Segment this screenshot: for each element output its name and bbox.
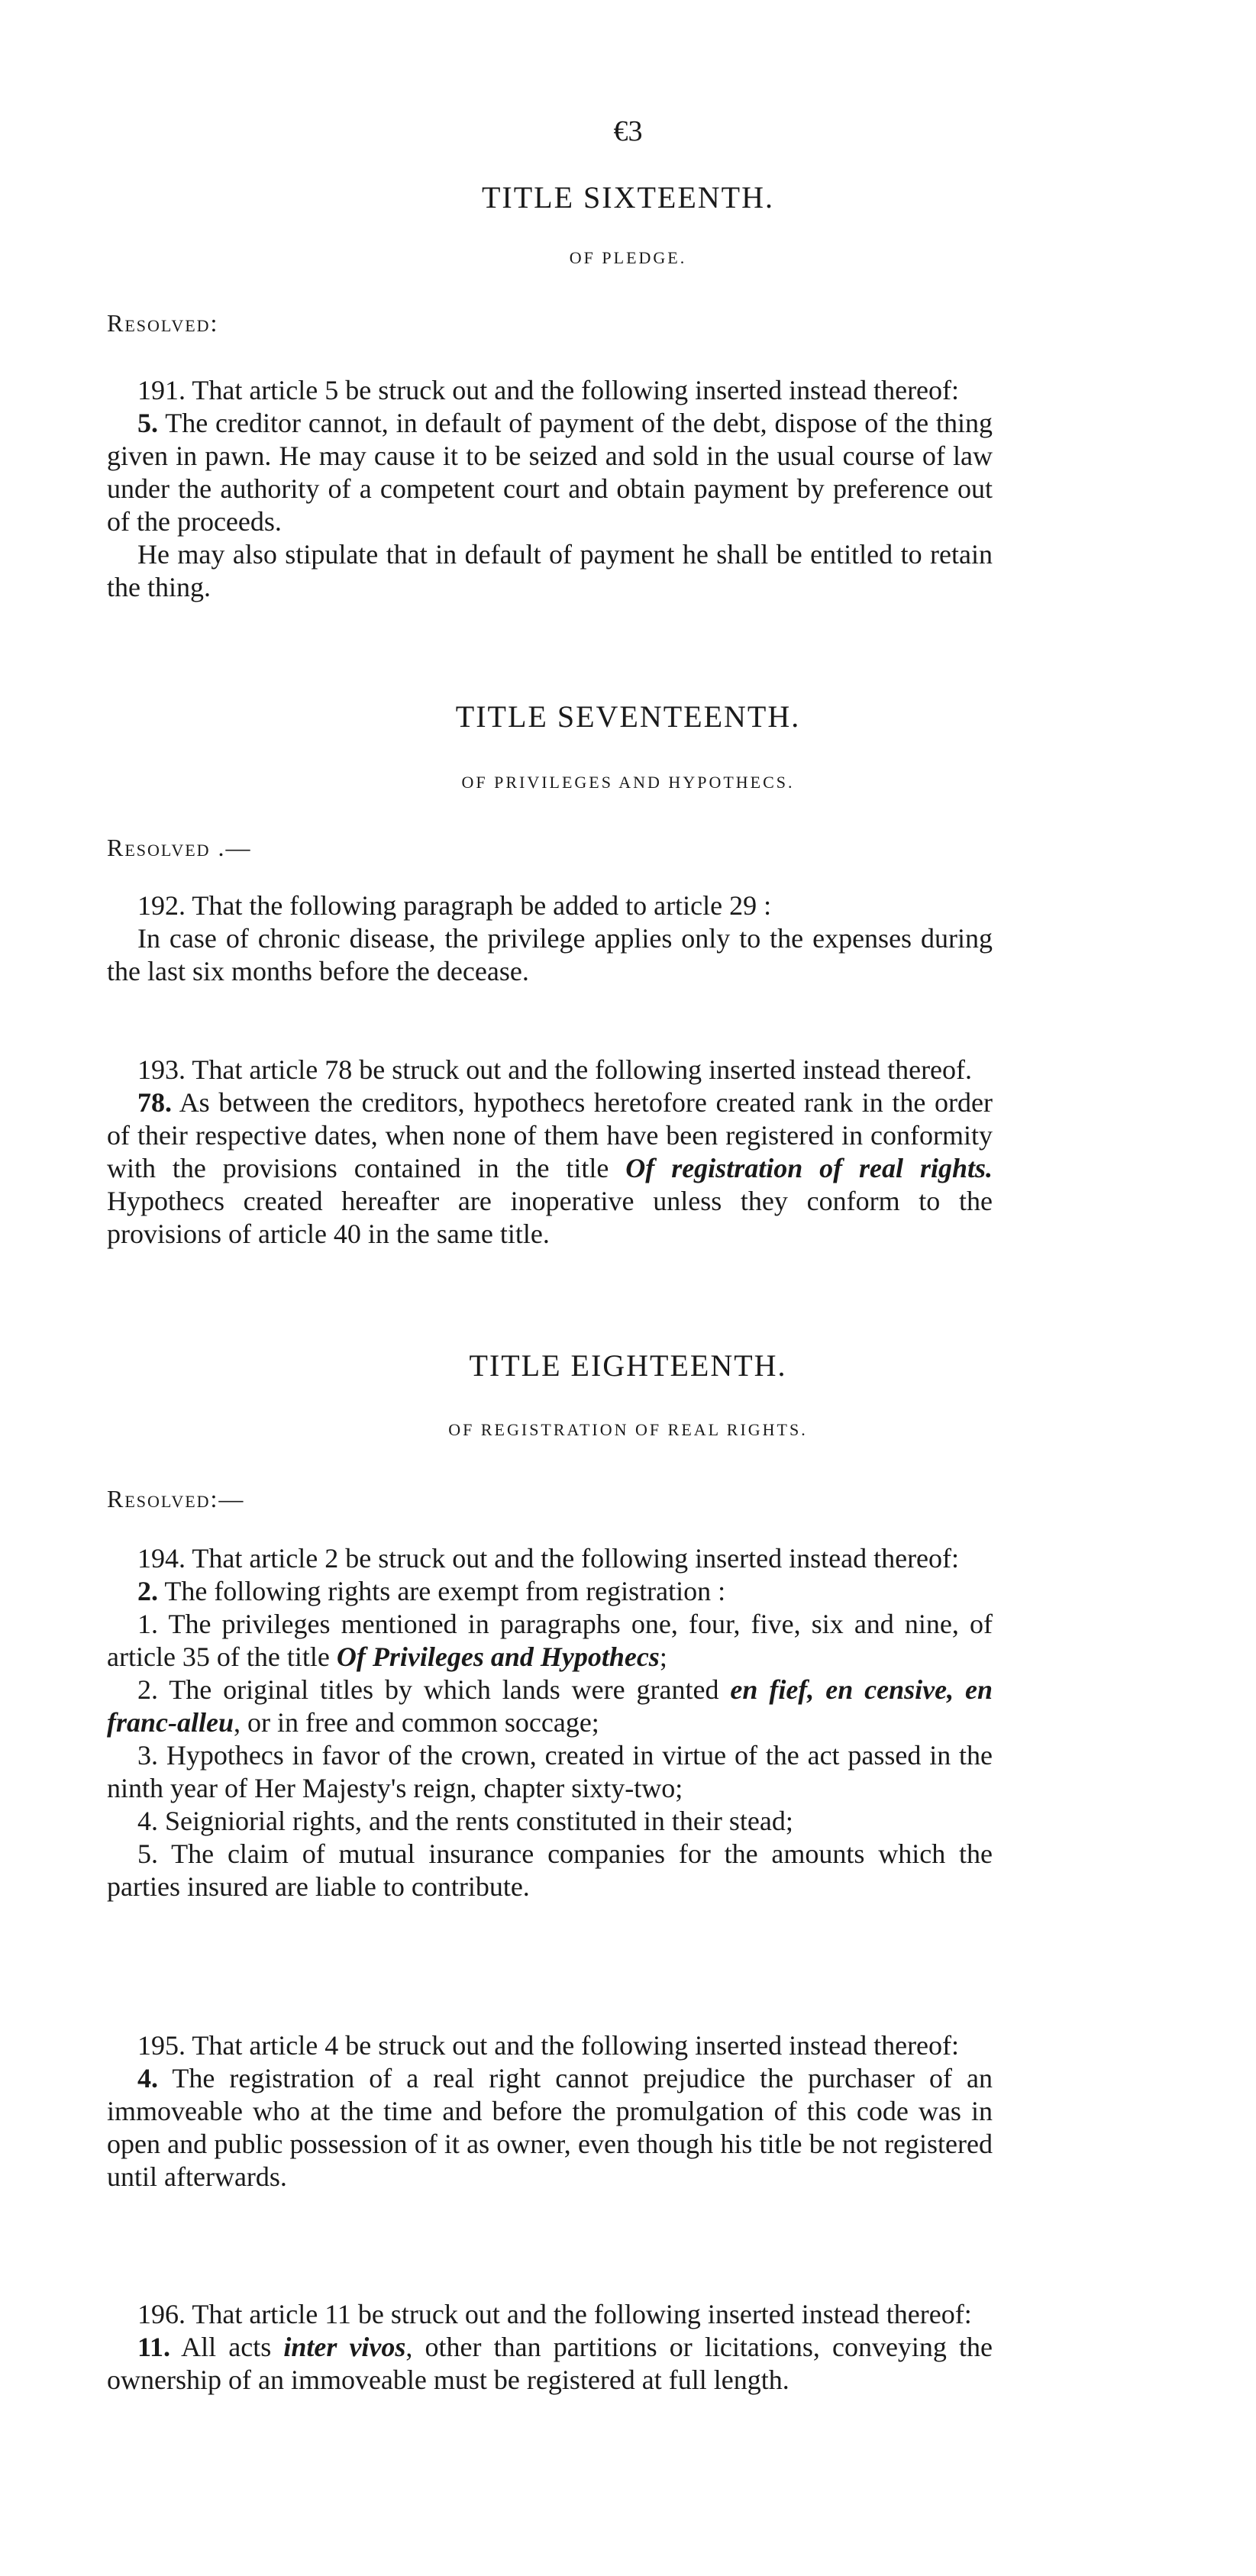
article-text: , other than partitions or licitations, conveying the ownership of an immoveable must be registered at full length. — [107, 2332, 993, 2395]
article-text: All acts — [170, 2332, 284, 2362]
article-194-item-4: 4. Seigniorial rights, and the rents constituted in their stead; — [137, 1806, 793, 1836]
article-196-body — [107, 2331, 993, 2397]
item-tenure-terms: en fief, en censive, en franc-alleu — [107, 1674, 993, 1738]
article-196 — [107, 2298, 993, 2397]
article-title-reference: Of registration of real rights. — [625, 1153, 993, 1183]
page-number: €3 — [613, 115, 643, 147]
article-195-body — [107, 2062, 993, 2193]
article-number: 11. — [137, 2332, 171, 2362]
article-191-intro: 191. That article 5 be struck out and the following inserted instead thereof: — [137, 375, 960, 405]
article-194 — [107, 1542, 993, 1903]
item-text: , or in free and common soccage; — [234, 1707, 599, 1738]
article-194-item-2 — [107, 1674, 993, 1739]
subtitle-of-pledge: OF PLEDGE. — [569, 248, 687, 267]
article-191-body — [107, 407, 993, 538]
article-number: 5. — [137, 408, 158, 438]
article-191-extra: He may also stipulate that in default of payment he shall be entitled to retain the thing. — [107, 539, 993, 602]
article-194-body — [107, 1575, 993, 1608]
title-seventeenth: TITLE SEVENTEENTH. — [455, 699, 801, 734]
article-195-intro: 195. That article 4 be struck out and the following inserted instead thereof: — [137, 2030, 960, 2061]
subtitle-registration: OF REGISTRATION OF REAL RIGHTS. — [448, 1420, 808, 1439]
article-195 — [107, 2029, 993, 2193]
article-193-intro: 193. That article 78 be struck out and the following inserted instead thereof. — [137, 1054, 973, 1085]
article-193-body — [107, 1086, 993, 1251]
item-text: 1. The privileges mentioned in paragraphs one, four, five, six and nine, of article 35 of the title — [107, 1609, 993, 1672]
resolved-label: Resolved .— — [107, 834, 252, 861]
article-text: The registration of a real right cannot prejudice the purchaser of an immoveable who at the time and before the promulgation of this code was in open and public possession of it as owner, even though his title be not registered until afterwards. — [107, 2063, 993, 2192]
article-latin-term: inter vivos — [283, 2332, 406, 2362]
article-194-item-3: 3. Hypothecs in favor of the crown, created in virtue of the act passed in the ninth year of Her Majesty's reign, chapter sixty-two; — [107, 1740, 993, 1803]
article-192-body: In case of chronic disease, the privilege applies only to the expenses during the last six months before the decease. — [107, 923, 993, 986]
title-eighteenth: TITLE EIGHTEENTH. — [469, 1348, 787, 1383]
article-text: The following rights are exempt from registration : — [158, 1576, 726, 1606]
resolved-label: Resolved:— — [107, 1485, 245, 1512]
subtitle-privileges-hypothecs: OF PRIVILEGES AND HYPOTHECS. — [461, 773, 795, 792]
article-192-intro: 192. That the following paragraph be added to article 29 : — [137, 890, 772, 921]
article-text: As between the creditors, hypothecs heretofore created rank in the order of their respective dates, when none of them have been registered in conformity with the provisions contained in the title — [107, 1087, 993, 1183]
article-text: The creditor cannot, in default of payment of the debt, dispose of the thing given in pawn. He may cause it to be seized and sold in the usual course of law under the authority of a competent court and obtain payment by preference out of the proceeds. — [107, 408, 993, 537]
article-number: 2. — [137, 1576, 158, 1606]
article-number: 78. — [137, 1087, 172, 1118]
item-text: 2. The original titles by which lands were granted — [137, 1674, 731, 1705]
article-194-item-1 — [107, 1608, 993, 1674]
item-title-reference: Of Privileges and Hypothecs — [336, 1641, 660, 1672]
article-text: Hypothecs created hereafter are inoperative unless they conform to the provisions of article 40 in the same title. — [107, 1186, 993, 1249]
article-194-intro: 194. That article 2 be struck out and the following inserted instead thereof: — [137, 1543, 960, 1574]
item-text: ; — [659, 1641, 667, 1672]
article-192 — [107, 889, 993, 988]
title-sixteenth: TITLE SIXTEENTH. — [481, 180, 774, 215]
article-196-intro: 196. That article 11 be struck out and the following inserted instead thereof: — [137, 2299, 972, 2329]
article-191 — [107, 374, 993, 604]
article-193 — [107, 1054, 993, 1251]
resolved-label: Resolved: — [107, 309, 219, 337]
article-194-item-5: 5. The claim of mutual insurance companies for the amounts which the parties insured are liable to contribute. — [107, 1838, 993, 1902]
article-number: 4. — [137, 2063, 158, 2093]
